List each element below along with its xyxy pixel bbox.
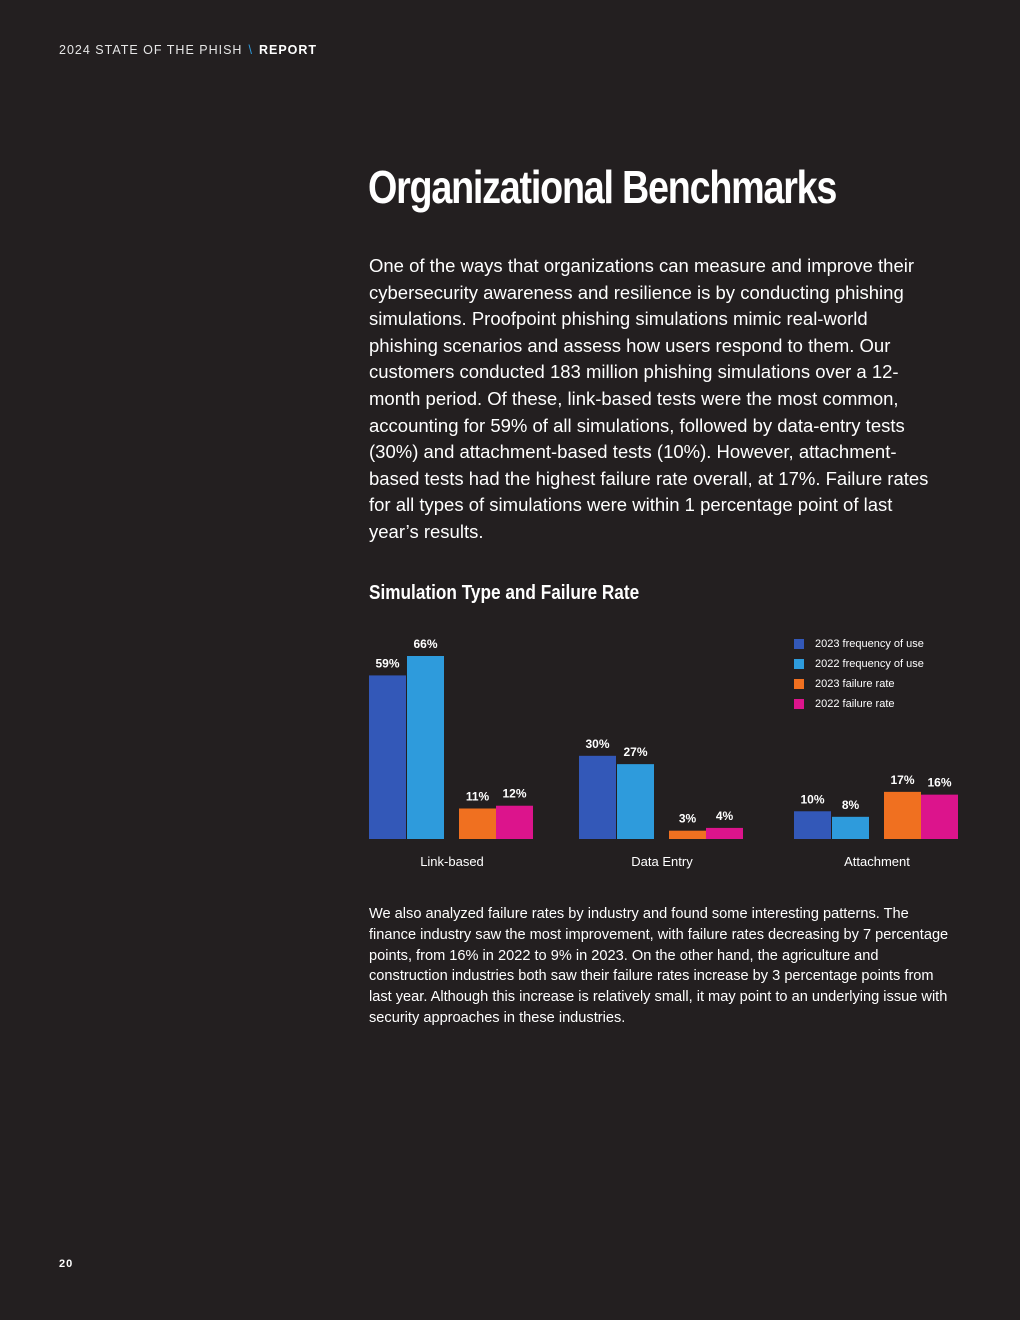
page-number: 20 bbox=[59, 1258, 74, 1270]
bar-link-based-series-1 bbox=[407, 656, 444, 839]
data-label: 4% bbox=[715, 808, 734, 823]
data-label: 27% bbox=[623, 745, 648, 760]
data-label: 17% bbox=[890, 772, 915, 787]
bar-link-based-series-3 bbox=[496, 806, 533, 839]
data-label: 66% bbox=[413, 637, 438, 651]
bar-attachment-series-0 bbox=[794, 811, 831, 839]
legend-swatch bbox=[794, 679, 804, 689]
legend-label: 2023 failure rate bbox=[815, 678, 895, 690]
legend-label: 2022 frequency of use bbox=[815, 658, 924, 670]
legend-label: 2022 failure rate bbox=[815, 698, 895, 710]
report-name: 2024 STATE OF THE PHISH bbox=[59, 43, 243, 57]
category-label: Link-based bbox=[420, 854, 484, 869]
bar-attachment-series-3 bbox=[921, 795, 958, 839]
bar-data-entry-series-1 bbox=[617, 764, 654, 839]
data-label: 12% bbox=[502, 786, 527, 801]
body-paragraph: We also analyzed failure rates by industry and found some interesting patterns. The finance industry saw the most improvement, with failure rates decreasing by 7 percentage points, from 16% in 2022 to 9% in 2023. On the other hand, the agriculture and construction industries both saw their failure rates increase by 3 percentage points from last year. Although this increase is relatively small, it may point to an underlying issue with security approaches in these industries. bbox=[369, 906, 949, 1026]
legend-item bbox=[794, 654, 924, 674]
data-label: 30% bbox=[585, 736, 610, 751]
bar-data-entry-series-3 bbox=[706, 828, 743, 839]
bar-data-entry-series-0 bbox=[579, 756, 616, 839]
header-section: REPORT bbox=[258, 43, 318, 57]
data-label: 10% bbox=[800, 792, 825, 807]
data-label: 3% bbox=[678, 811, 697, 826]
legend-item bbox=[794, 634, 924, 654]
legend-swatch bbox=[794, 639, 804, 649]
category-label: Attachment bbox=[844, 854, 910, 869]
intro-paragraph: One of the ways that organizations can measure and improve their cybersecurity awareness and resilience is by conducting phishing simulations. Proofpoint phishing simulations mimic real-world phishing scenarios and assess how users respond to them. Our customers conducted 183 million phishing simulations over a 12-month period. Of these, link-based tests were the most common, accounting for 59% of all simulations, followed by data-entry tests (30%) and attachment-based tests (10%). However, attachment-based tests had the highest failure rate overall, at 17%. Failure rates for all types of simulations were within 1 percentage point of last year’s results. bbox=[369, 255, 929, 542]
chart-legend bbox=[794, 634, 924, 714]
data-label: 16% bbox=[927, 775, 952, 790]
legend-item bbox=[794, 674, 924, 694]
header-separator: \ bbox=[248, 43, 253, 57]
category-label: Data Entry bbox=[631, 854, 693, 869]
data-label: 59% bbox=[375, 656, 400, 671]
legend-item bbox=[794, 694, 924, 714]
legend-swatch bbox=[794, 659, 804, 669]
chart-title: Simulation Type and Failure Rate bbox=[369, 582, 640, 604]
bar-data-entry-series-2 bbox=[669, 831, 706, 839]
data-label: 11% bbox=[465, 789, 490, 804]
legend-label: 2023 frequency of use bbox=[815, 638, 924, 650]
page-title: Organizational Benchmarks bbox=[368, 161, 837, 213]
bar-link-based-series-0 bbox=[369, 675, 406, 839]
legend-swatch bbox=[794, 699, 804, 709]
bar-link-based-series-2 bbox=[459, 809, 496, 840]
bar-attachment-series-2 bbox=[884, 792, 921, 839]
bar-attachment-series-1 bbox=[832, 817, 869, 839]
data-label: 8% bbox=[841, 797, 860, 812]
